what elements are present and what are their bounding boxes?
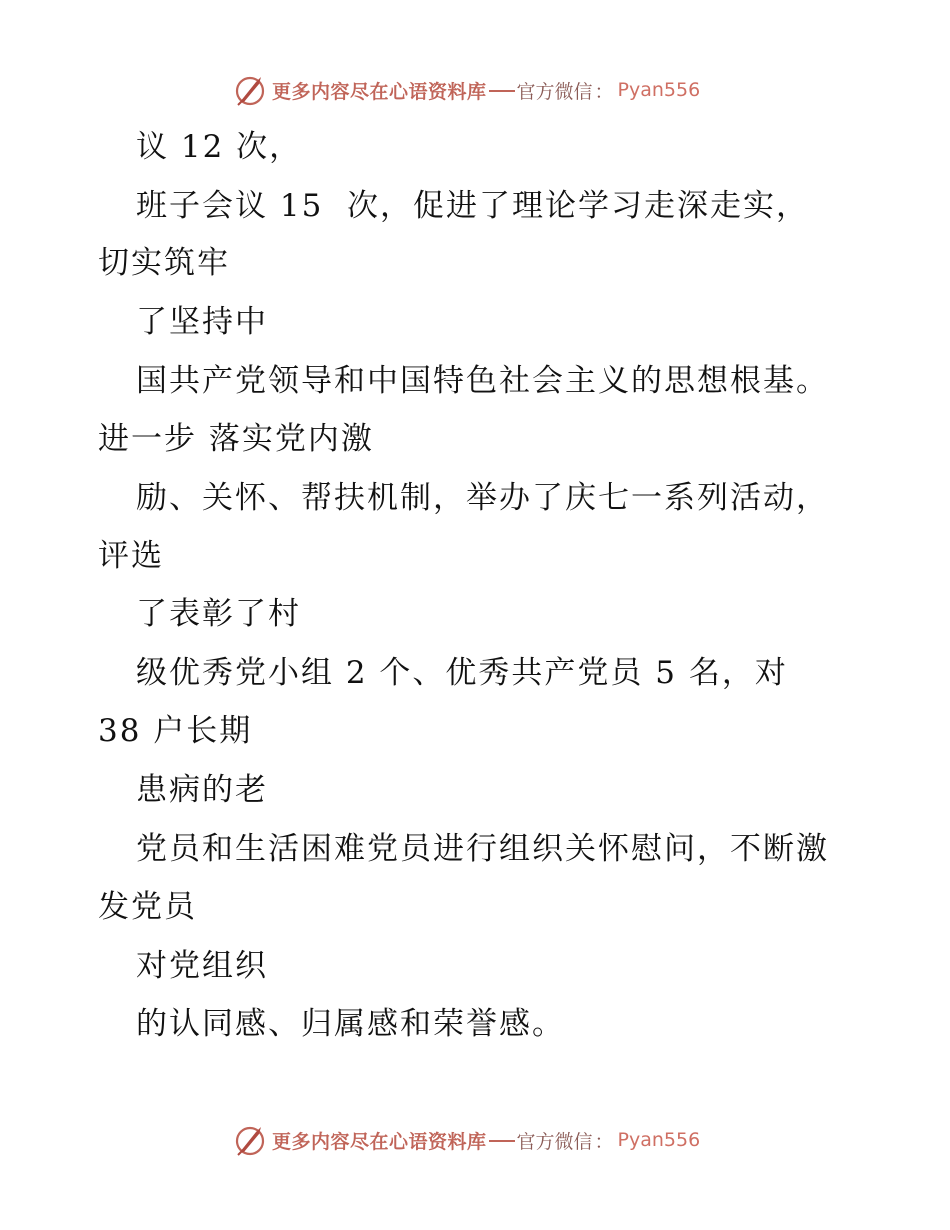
quill-pen-logo-icon [232,1122,268,1158]
body-line: 了表彰了村 [136,596,301,632]
body-line: 发党员 [98,889,197,925]
watermark-dash [489,90,515,92]
body-line: 切实筑牢 [98,245,230,281]
body-line: 评选 [98,538,164,574]
watermark-colon: ： [594,1130,614,1153]
body-line: 党员和生活困难党员进行组织关怀慰问，不断激 [136,831,829,867]
body-line: 级优秀党小组 2 个、优秀共产党员 5 名，对 [136,655,788,691]
body-line: 38 户长期 [98,713,253,749]
body-line: 的认同感、归属感和荣誉感。 [136,1006,565,1042]
watermark-account: Pyan556 [617,1129,701,1151]
watermark-account: Pyan556 [617,79,701,101]
watermark-colon: ： [594,80,614,103]
watermark-dash [489,1140,515,1142]
watermark-wechat-label: 官方微信 [516,80,593,103]
body-line: 进一步 落实党内激 [98,421,374,457]
watermark-site-text: 更多内容尽在心语资料库 [272,80,487,103]
body-line: 了坚持中 [136,304,268,340]
header-watermark [232,70,700,110]
body-line: 国共产党领导和中国特色社会主义的思想根基。 [136,363,829,399]
watermark-wechat-label: 官方微信 [516,1130,593,1153]
watermark-site-text: 更多内容尽在心语资料库 [272,1130,487,1153]
body-line: 班子会议 15 次，促进了理论学习走深走实， [136,188,810,224]
body-line: 励、关怀、帮扶机制，举办了庆七一系列活动， [136,480,829,516]
footer-watermark [232,1120,700,1160]
body-line: 对党组织 [136,948,268,984]
body-line: 患病的老 [136,772,268,808]
body-line: 议 12 次， [136,129,303,165]
quill-pen-logo-icon [232,72,268,108]
